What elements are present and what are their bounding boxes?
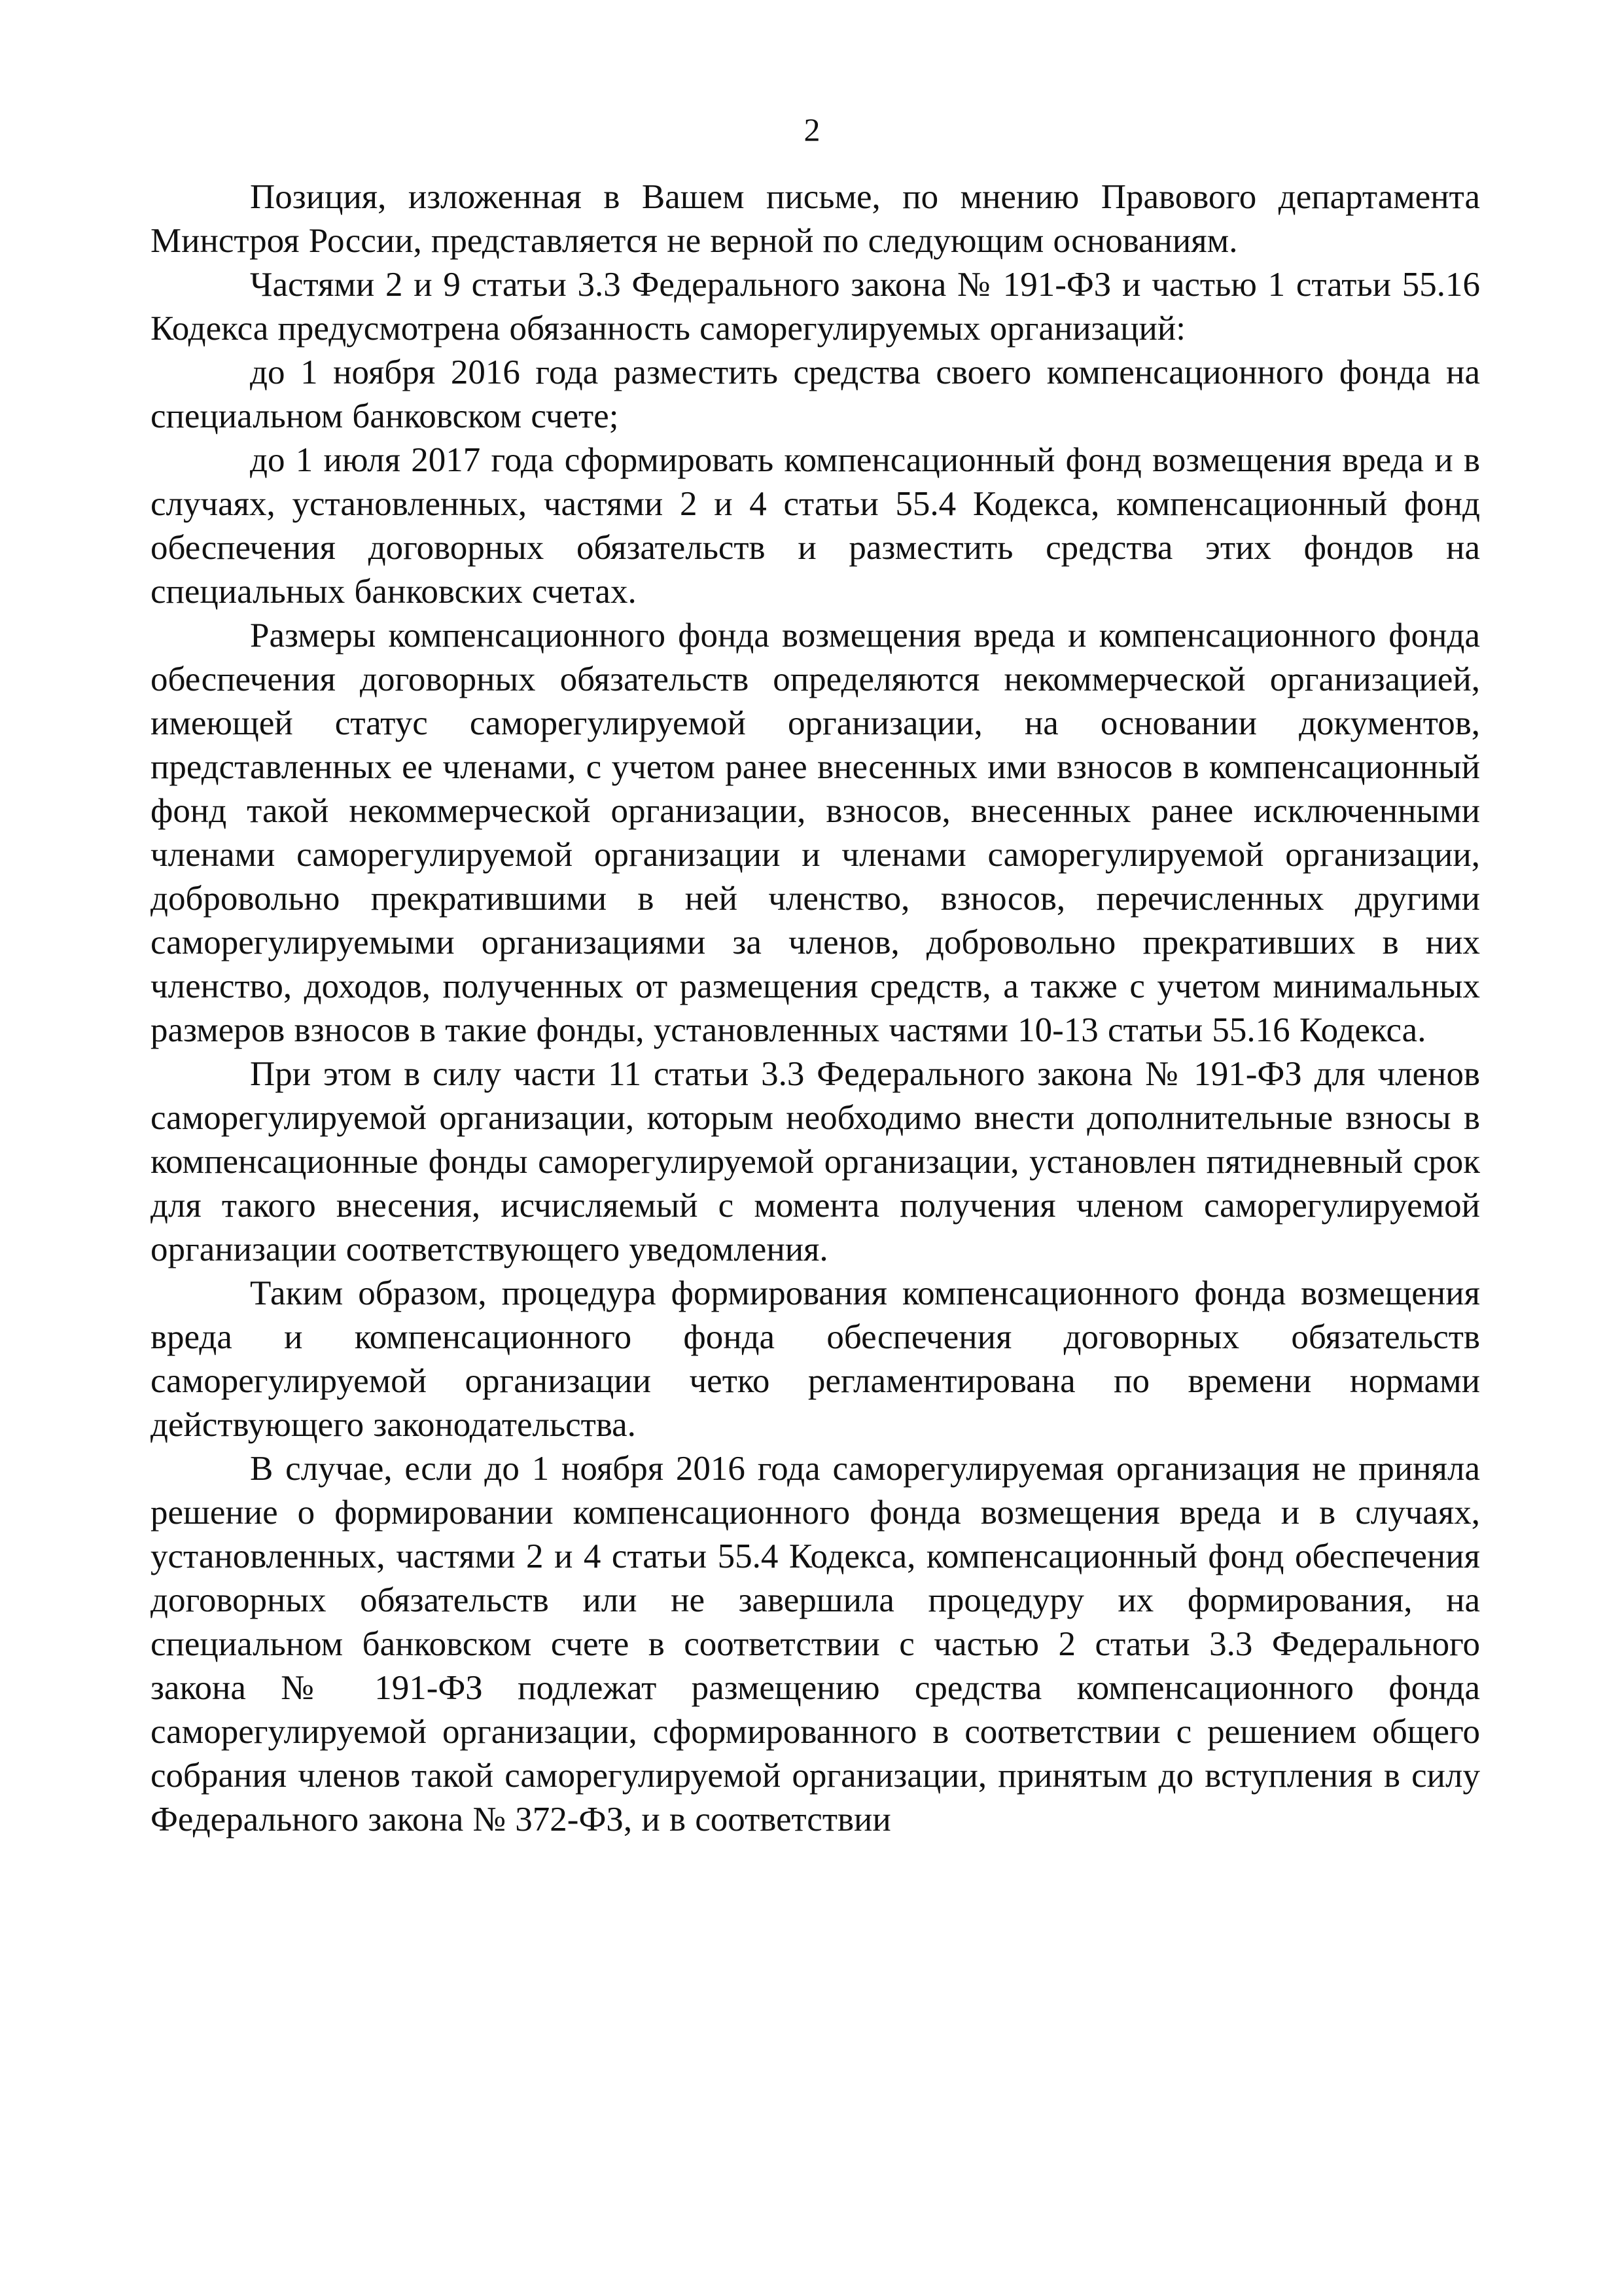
paragraph: до 1 ноября 2016 года разместить средства своего компенсационного фонда на специальном банковском счете;	[150, 353, 1480, 435]
paragraph: Таким образом, процедура формирования компенсационного фонда возмещения вреда и компенсационного фонда обеспечения договорных обязательств саморегулируемой организации четко регламентирована по времени нормами действующего законодательства.	[150, 1274, 1480, 1444]
page-number: 2	[803, 111, 821, 148]
paragraph: Позиция, изложенная в Вашем письме, по мнению Правового департамента Минстроя России, представляется не верной по следующим основаниям.	[150, 178, 1480, 260]
paragraph: В случае, если до 1 ноября 2016 года саморегулируемая организация не приняла решение о формировании компенсационного фонда возмещения вреда и в случаях, установленных, частями 2 и 4 статьи 55.4 Кодекса, компенсационный фонд обеспечения договорных обязательств или не завершила процедуру их формирования, на специальном банковском счете в соответствии с частью 2 статьи 3.3 Федерального закона № 191-ФЗ подлежат размещению средства компенсационного фонда саморегулируемой организации, сформированного в соответствии с решением общего собрания членов такой саморегулируемой организации, принятым до вступления в силу Федерального закона № 372-ФЗ, и в соответствии	[150, 1450, 1480, 1839]
paragraph: При этом в силу части 11 статьи 3.3 Федерального закона № 191-ФЗ для членов саморегулируемой организации, которым необходимо внести дополнительные взносы в компенсационные фонды саморегулируемой организации, установлен пятидневный срок для такого внесения, исчисляемый с момента получения членом саморегулируемой организации соответствующего уведомления.	[150, 1055, 1480, 1268]
paragraph: до 1 июля 2017 года сформировать компенсационный фонд возмещения вреда и в случаях, установленных, частями 2 и 4 статьи 55.4 Кодекса, компенсационный фонд обеспечения договорных обязательств и разместить средства этих фондов на специальных банковских счетах.	[150, 441, 1480, 611]
paragraph: Частями 2 и 9 статьи 3.3 Федерального закона № 191-ФЗ и частью 1 статьи 55.16 Кодекса предусмотрена обязанность саморегулируемых организаций:	[150, 266, 1480, 348]
document-body	[150, 175, 1480, 1842]
paragraph: Размеры компенсационного фонда возмещения вреда и компенсационного фонда обеспечения договорных обязательств определяются некоммерческой организацией, имеющей статус саморегулируемой организации, на основании документов, представленных ее членами, с учетом ранее внесенных ими взносов в компенсационный фонд такой некоммерческой организации, взносов, внесенных ранее исключенными членами саморегулируемой организации и членами саморегулируемой организации, добровольно прекратившими в ней членство, взносов, перечисленных другими саморегулируемыми организациями за членов, добровольно прекративших в них членство, доходов, полученных от размещения средств, а также с учетом минимальных размеров взносов в такие фонды, установленных частями 10-13 статьи 55.16 Кодекса.	[150, 617, 1480, 1049]
